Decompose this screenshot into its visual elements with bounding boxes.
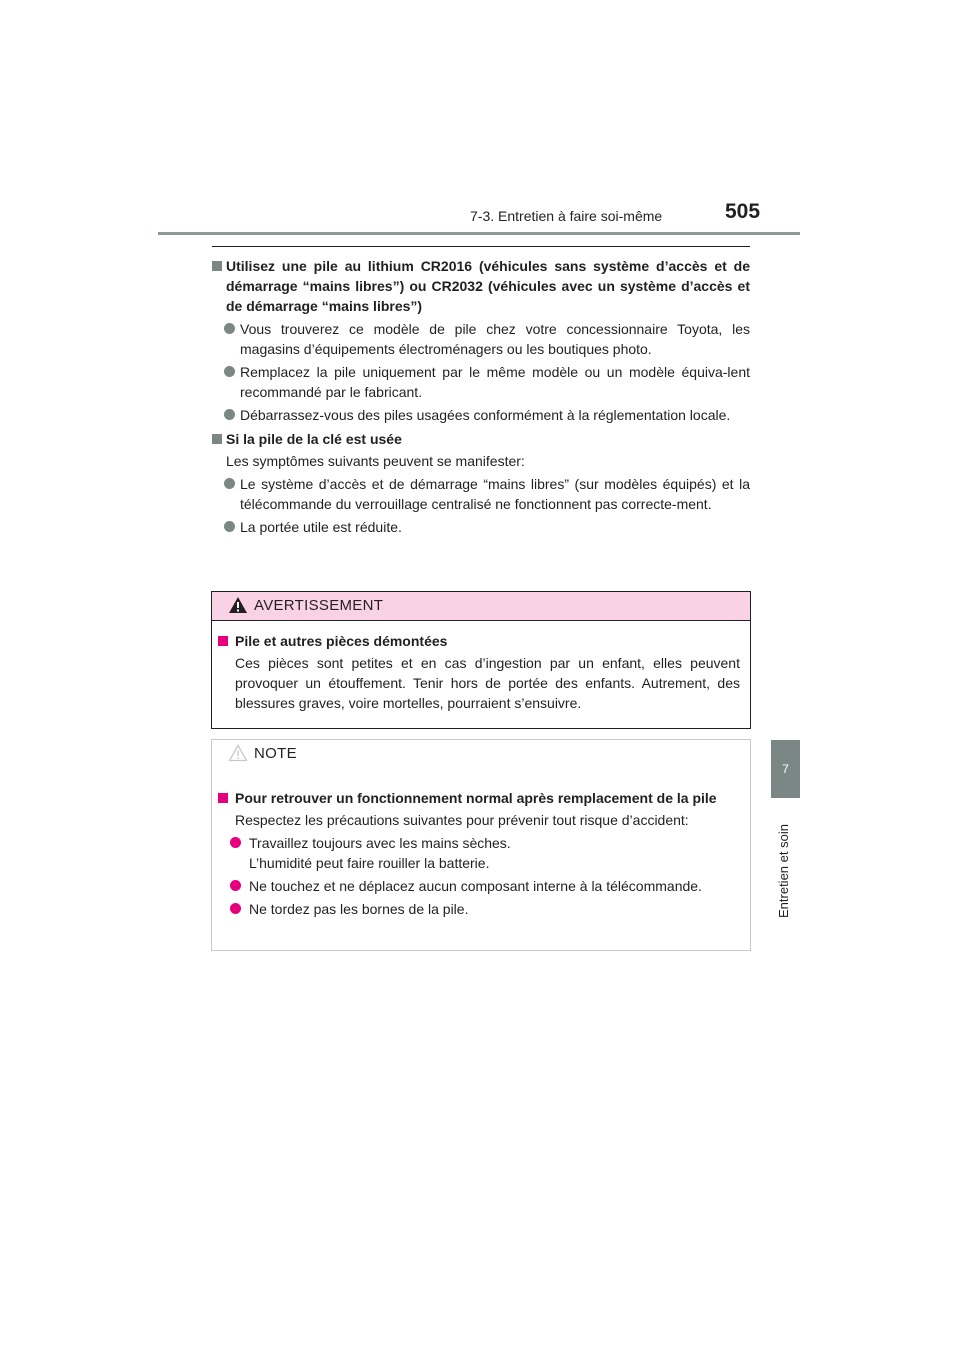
list-item-text: Vous trouverez ce modèle de pile chez votre concessionnaire Toyota, les magasins d’équipements électroménagers ou les boutiques photo. — [240, 321, 750, 357]
list-item — [212, 517, 750, 537]
caution-triangle-icon — [228, 744, 248, 762]
list-item — [218, 833, 740, 873]
chapter-tab: 7 — [771, 740, 800, 798]
note-header — [212, 740, 750, 768]
circle-bullet-icon — [224, 409, 235, 420]
circle-bullet-icon — [224, 323, 235, 334]
heading-battery-type — [212, 256, 750, 316]
list-item — [212, 405, 750, 425]
list-item — [218, 876, 740, 896]
header-rule — [158, 232, 800, 235]
note-intro: Respectez les précautions suivantes pour prévenir tout risque d’accident: — [235, 812, 689, 828]
list-item-text: Le système d’accès et de démarrage “mains libres” (sur modèles équipés) et la télécommande du verrouillage centralisé ne fonctionnent pas correcte-ment. — [240, 476, 750, 512]
heading-text: Pour retrouver un fonctionnement normal après remplacement de la pile — [235, 790, 717, 806]
list-item — [218, 899, 740, 919]
warning-text: Ces pièces sont petites et en cas d’ingestion par un enfant, elles peuvent provoquer un étouffement. Tenir hors de portée des enfants. Autrement, des blessures graves, voire mortelles, pourraient s’ensuivre. — [235, 655, 740, 711]
chapter-label — [768, 808, 800, 918]
circle-bullet-icon — [224, 366, 235, 377]
note-body — [212, 768, 750, 919]
warning-header — [212, 592, 750, 621]
list-item-text: Travaillez toujours avec les mains sèches. — [249, 835, 511, 851]
chapter-label-text: Entretien et soin — [776, 824, 791, 918]
circle-bullet-icon — [230, 903, 241, 914]
note-box — [211, 739, 751, 951]
square-bullet-icon — [212, 261, 222, 271]
square-bullet-icon — [218, 636, 228, 646]
warning-box — [211, 591, 751, 729]
list-item-text: Débarrassez-vous des piles usagées conformément à la réglementation locale. — [240, 407, 731, 423]
heading-battery-depleted — [212, 429, 750, 449]
warning-title: AVERTISSEMENT — [254, 597, 384, 614]
heading-text: Si la pile de la clé est usée — [226, 431, 402, 447]
warning-triangle-icon — [228, 596, 248, 614]
circle-bullet-icon — [230, 837, 241, 848]
note-heading — [218, 788, 740, 808]
note-title: NOTE — [254, 745, 297, 762]
list-item-text: Ne tordez pas les bornes de la pile. — [249, 901, 469, 917]
heading-text: Pile et autres pièces démontées — [235, 633, 448, 649]
list-item — [212, 474, 750, 514]
square-bullet-icon — [212, 434, 222, 444]
circle-bullet-icon — [224, 521, 235, 532]
heading-text: Utilisez une pile au lithium CR2016 (véhicules sans système d’accès et de démarrage “mains libres”) ou CR2032 (véhicules avec un système d’accès et de démarrage “mains libres”) — [226, 258, 750, 314]
circle-bullet-icon — [224, 478, 235, 489]
square-bullet-icon — [218, 793, 228, 803]
list-item-text: Ne touchez et ne déplacez aucun composant interne à la télécommande. — [249, 878, 702, 894]
list-item-text: Remplacez la pile uniquement par le même modèle ou un modèle équiva-lent recommandé par le fabricant. — [240, 364, 750, 400]
list-item-text: L’humidité peut faire rouiller la batterie. — [249, 855, 490, 871]
content-rule — [212, 246, 750, 247]
circle-bullet-icon — [230, 880, 241, 891]
list-item-text: La portée utile est réduite. — [240, 519, 402, 535]
intro-text: Les symptômes suivants peuvent se manifester: — [226, 453, 525, 469]
page-number: 505 — [725, 200, 761, 223]
section-title: 7-3. Entretien à faire soi-même — [470, 208, 663, 224]
warning-body — [212, 621, 750, 713]
warning-heading — [218, 631, 740, 651]
list-item — [212, 319, 750, 359]
main-content — [212, 256, 750, 537]
list-item — [212, 362, 750, 402]
